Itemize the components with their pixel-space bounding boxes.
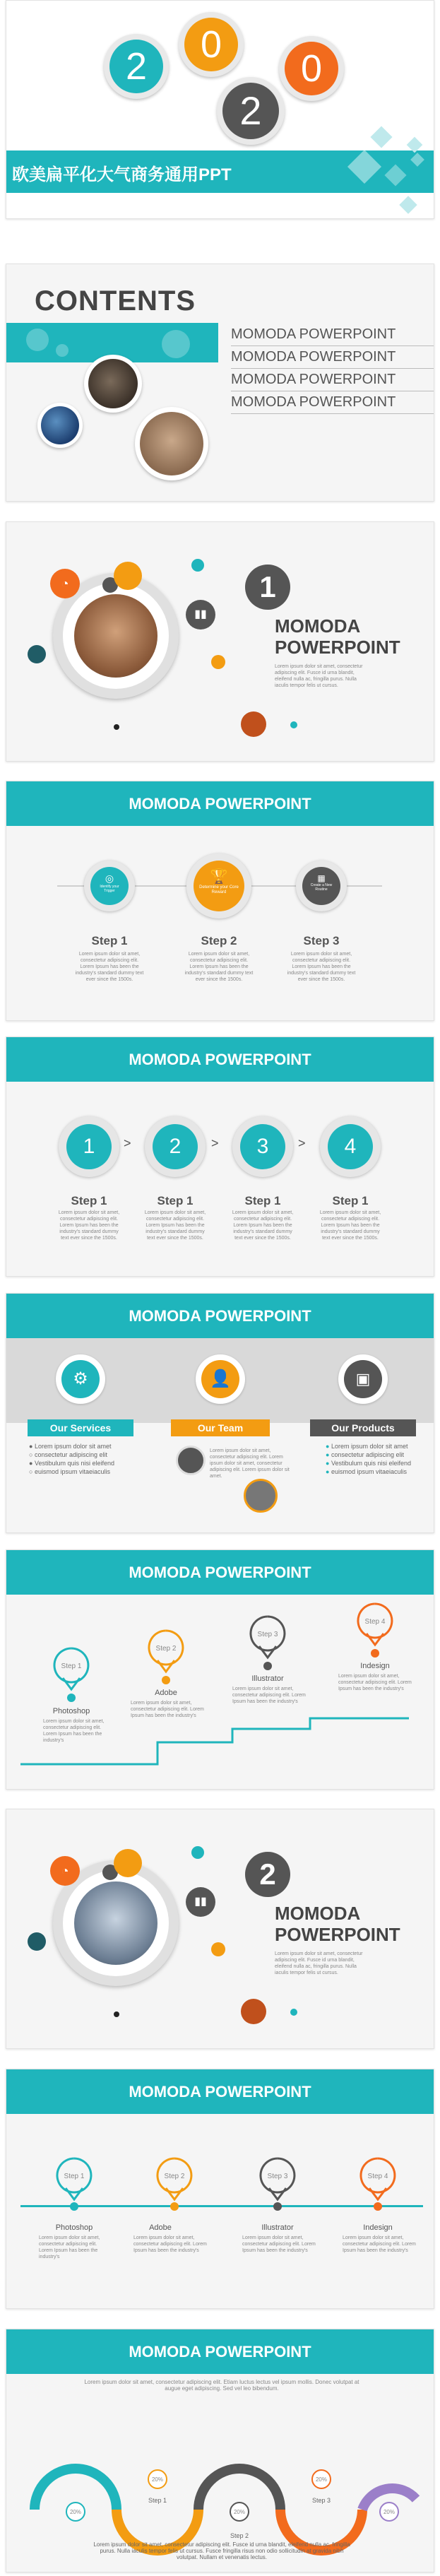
pct-label: 20% <box>151 2476 164 2483</box>
tool-label: Photoshop <box>55 2223 93 2232</box>
tool-body: Lorem ipsum dolor sit amet, consectetur adipiscing elit. Lorem Ipsum has been the industry's <box>242 2235 316 2253</box>
tool-body: Lorem ipsum dolor sit amet, consectetur adipiscing elit. Lorem Ipsum has been the industry's <box>43 1719 105 1743</box>
bullet-item: ● Lorem ipsum dolor sit amet <box>326 1443 408 1450</box>
slide-header-bar: MOMODA POWERPOINT <box>6 781 434 826</box>
arrow-icon: > <box>298 1136 306 1150</box>
arrow-icon: > <box>211 1136 219 1150</box>
section-number-circle: 2 <box>245 1852 290 1897</box>
slide-header-bar: MOMODA POWERPOINT <box>6 1550 434 1595</box>
step-body: Lorem ipsum dolor sit amet, consectetur adipiscing elit. Lorem Ipsum has been the industry's standard dummy text ever since the 1500s. <box>319 1210 381 1241</box>
box-icon: ▣ <box>355 1370 371 1388</box>
teal-dot-small <box>290 721 297 728</box>
contents-item[interactable]: MOMODA POWERPOINT <box>231 346 434 369</box>
slide-header-bar: MOMODA POWERPOINT <box>6 2329 434 2374</box>
cover-title-bar <box>6 150 434 193</box>
pin-step-4 <box>354 1601 396 1658</box>
products-label[interactable]: Our Products <box>310 1419 416 1436</box>
tool-body: Lorem ipsum dolor sit amet, consectetur adipiscing elit. Lorem Ipsum has been the industry's <box>133 2235 207 2253</box>
pin-label: Step 2 <box>164 2173 185 2180</box>
chart-icon-circle <box>186 600 215 630</box>
photo-image <box>41 406 79 444</box>
orange-dot <box>114 1849 142 1877</box>
photo-circle-people <box>84 355 142 413</box>
bubble <box>162 330 190 358</box>
rust-dot <box>241 1999 266 2024</box>
step-inner-label: Identify your Trigger <box>100 885 119 893</box>
teal-dot-small <box>290 2009 297 2016</box>
section-title-1: MOMODA <box>275 1903 361 1924</box>
step-title: Step 3 <box>303 934 340 947</box>
pct-label: 20% <box>383 2509 396 2515</box>
step-body: Lorem ipsum dolor sit amet, consectetur adipiscing elit. Lorem Ipsum has been the industry's standard dummy text ever since the 1500s. <box>144 1210 206 1241</box>
step-body: Lorem ipsum dolor sit amet, consectetur adipiscing elit. Lorem Ipsum has been the industry's standard dummy text ever since the 1500s. <box>287 952 356 982</box>
slide-cover <box>6 0 434 219</box>
tool-label: Illustrator <box>251 1674 284 1683</box>
wave-step-label: Step 3 <box>311 2497 331 2504</box>
black-dot <box>114 724 119 730</box>
pin-label: Step 3 <box>257 1631 278 1638</box>
bullet-item: ○ euismod ipsum vitaeiaculis <box>29 1468 110 1475</box>
calendar-icon: ▦ <box>317 873 326 883</box>
step-title: Step 1 <box>71 1194 107 1207</box>
team-photo-1 <box>176 1446 206 1475</box>
team-body: Lorem ipsum dolor sit amet, consectetur adipiscing elit. Lorem ipsum dolor sit amet, consectetur adipiscing elit. Lorem ipsum dolor sit amet. <box>210 1448 290 1479</box>
pin-step-2 <box>145 1628 187 1684</box>
step-number-ring <box>59 1116 119 1177</box>
slide-flat-timeline <box>6 2069 434 2309</box>
section-title-2: POWERPOINT <box>275 637 400 658</box>
tool-label: Illustrator <box>261 2223 294 2232</box>
pin-step-2 <box>153 2156 196 2212</box>
step-number-ring <box>320 1116 381 1177</box>
step-number: 2 <box>153 1124 198 1169</box>
tool-body: Lorem ipsum dolor sit amet, consectetur adipiscing elit. Lorem Ipsum has been the industry's <box>39 2235 100 2259</box>
digit-badge-1 <box>104 34 169 99</box>
pin-label: Step 1 <box>61 1662 82 1670</box>
digit-1: 2 <box>109 40 163 93</box>
contents-item[interactable]: MOMODA POWERPOINT <box>231 324 434 346</box>
bullet-item: ● Lorem ipsum dolor sit amet <box>29 1443 112 1450</box>
rust-dot <box>241 711 266 737</box>
step-title: Step 2 <box>201 934 237 947</box>
digit-2: 0 <box>184 18 238 71</box>
services-label[interactable]: Our Services <box>28 1419 133 1436</box>
step-number-ring <box>145 1116 206 1177</box>
decor-diamond <box>410 153 424 167</box>
step-number: 4 <box>328 1124 373 1169</box>
pin-label: Step 4 <box>367 2173 388 2180</box>
step-body: Lorem ipsum dolor sit amet, consectetur adipiscing elit. Lorem Ipsum has been the industry's standard dummy text ever since the 1500s. <box>58 1210 120 1241</box>
tool-label: Adobe <box>149 2223 172 2232</box>
digit-badge-3 <box>217 77 285 145</box>
step-number: 1 <box>66 1124 112 1169</box>
section-title-2: POWERPOINT <box>275 1924 400 1945</box>
orange-icon-circle <box>50 569 80 598</box>
wave-footer: Lorem ipsum dolor sit amet, consectetur adipiscing elit. Fusce id urna blandit, eleifend nulla ac, fringilla purus. Nulla iaculis tempor felis ut cursus. Fusce fringilla risus non odio sollicitudin at gravida nibh volutpat. Nullam et venenatis lectus. <box>93 2541 350 2560</box>
photo-image <box>140 412 203 475</box>
arrow-icon: > <box>124 1136 131 1150</box>
slide-header-bar: MOMODA POWERPOINT <box>6 2069 434 2114</box>
pct-label: 20% <box>315 2476 328 2483</box>
slide-section-2 <box>6 1809 434 2049</box>
section-body: Lorem ipsum dolor sit amet, consectetur adipiscing elit. Fusce id urna blandit, eleifend nulla ac, fringilla purus. Nulla iaculis tempor felis ut cursus. <box>275 1951 363 1975</box>
step-title: Step 1 <box>244 1194 281 1207</box>
photo-circle-globe <box>37 403 83 448</box>
pin-label: Step 4 <box>364 1618 386 1626</box>
bubble <box>26 329 49 351</box>
slide-contents <box>6 264 434 502</box>
wave-intro: Lorem ipsum dolor sit amet, consectetur adipiscing elit. Etiam luctus lectus vel ipsum mollis. Donec volutpat at augue eget adipiscing. Sed vel leo bibendum. <box>84 2379 359 2392</box>
step-inner-label: Determine your Core Reward <box>199 885 239 894</box>
orange-icon-circle <box>50 1856 80 1886</box>
bullet-item: ● euismod ipsum vitaeiaculis <box>326 1468 407 1475</box>
tool-label: Photoshop <box>52 1707 90 1715</box>
step-body: Lorem ipsum dolor sit amet, consectetur adipiscing elit. Lorem Ipsum has been the industry's standard dummy text ever since the 1500s. <box>75 952 144 982</box>
step-ring-3 <box>296 861 347 911</box>
step-ring-2 <box>186 853 251 918</box>
contents-item[interactable]: MOMODA POWERPOINT <box>231 391 434 414</box>
product-icon-ring <box>338 1354 388 1404</box>
tool-body: Lorem ipsum dolor sit amet, consectetur adipiscing elit. Lorem Ipsum has been the industry's <box>131 1701 204 1718</box>
orange-dot-small <box>211 1942 225 1956</box>
gauge-icon: ◔ <box>61 577 69 591</box>
person-icon: 👤 <box>210 1369 231 1388</box>
cover-title: 欧美扁平化大气商务通用PPT <box>12 165 232 184</box>
chart-icon-circle <box>186 1887 215 1917</box>
pin-step-3 <box>246 1614 289 1670</box>
digit-badge-2 <box>179 12 244 77</box>
decor-diamond <box>384 164 406 186</box>
pin-step-1 <box>50 1646 93 1702</box>
step-title: Step 1 <box>91 934 128 947</box>
bullet-item: ● Vestibulum quis nisi eleifend <box>326 1460 412 1467</box>
service-icon-ring <box>56 1354 105 1404</box>
meeting-photo <box>74 1881 157 1965</box>
slide-header-bar: MOMODA POWERPOINT <box>6 1037 434 1082</box>
wave-arcs <box>6 2329 434 2572</box>
step-title: Step 1 <box>157 1194 194 1207</box>
tool-body: Lorem ipsum dolor sit amet, consectetur adipiscing elit. Lorem Ipsum has been the industry's <box>343 2235 416 2253</box>
step-number-ring <box>232 1116 293 1177</box>
pct-label: 20% <box>233 2509 246 2515</box>
photo-image <box>88 359 138 408</box>
pin-step-1 <box>53 2156 95 2212</box>
pin-step-3 <box>256 2156 299 2212</box>
bullet-item: ● consectetur adipiscing elit <box>326 1451 405 1458</box>
contents-heading: CONTENTS <box>35 285 196 317</box>
contents-list <box>231 324 434 414</box>
team-label[interactable]: Our Team <box>171 1419 270 1436</box>
decor-diamond <box>370 126 392 148</box>
black-dot <box>114 2011 119 2017</box>
slide-header-bar: MOMODA POWERPOINT <box>6 1294 434 1338</box>
section-title-1: MOMODA <box>275 615 361 637</box>
orange-dot-small <box>211 655 225 669</box>
section-body: Lorem ipsum dolor sit amet, consectetur adipiscing elit. Fusce id urna blandit, eleifend nulla ac, fringilla purus. Nulla iaculis tempor felis ut cursus. <box>275 664 363 688</box>
step-body: Lorem ipsum dolor sit amet, consectetur adipiscing elit. Lorem Ipsum has been the industry's standard dummy text ever since the 1500s. <box>232 1210 294 1241</box>
pct-label: 20% <box>69 2509 82 2515</box>
slide-stair-timeline <box>6 1549 434 1790</box>
gauge-icon: ◔ <box>61 1864 69 1878</box>
gear-icon: ⚙ <box>73 1369 88 1388</box>
step-inner-label: Create a New Routine <box>310 883 333 892</box>
digit-3: 2 <box>222 83 279 139</box>
bullet-item: ● Vestibulum quis nisi eleifend <box>29 1460 115 1467</box>
wave-step-label: Step 1 <box>148 2497 167 2504</box>
decor-diamond <box>399 196 417 213</box>
section-number-circle: 1 <box>245 565 290 610</box>
teal-dot <box>191 1846 204 1859</box>
tool-body: Lorem ipsum dolor sit amet, consectetur adipiscing elit. Lorem Ipsum has been the industry's <box>232 1686 306 1704</box>
tool-label: Indesign <box>363 2223 393 2232</box>
step-title: Step 1 <box>332 1194 369 1207</box>
trophy-icon: 🏆 <box>210 869 228 885</box>
pin-label: Step 1 <box>64 2173 85 2180</box>
pin-label: Step 2 <box>155 1645 177 1653</box>
services-bullets <box>29 1442 114 1476</box>
target-icon: ◎ <box>105 873 114 884</box>
dark-teal-dot <box>28 645 46 663</box>
photo-circle-hands <box>135 407 208 480</box>
hands-photo <box>74 594 157 678</box>
pin-label: Step 3 <box>267 2173 288 2180</box>
tool-label: Adobe <box>155 1689 177 1697</box>
slide-wave <box>6 2329 434 2572</box>
tool-body: Lorem ipsum dolor sit amet, consectetur adipiscing elit. Lorem Ipsum has been the industry's <box>338 1674 412 1691</box>
step-ring-1 <box>84 861 135 911</box>
bar-chart-icon: ▮▮ <box>194 608 207 620</box>
tool-label: Indesign <box>360 1662 390 1670</box>
bubble <box>56 344 69 357</box>
digit-4: 0 <box>285 42 338 95</box>
step-number: 3 <box>240 1124 285 1169</box>
bullet-item: ○ consectetur adipiscing elit <box>29 1451 107 1458</box>
contents-item[interactable]: MOMODA POWERPOINT <box>231 369 434 391</box>
slide-three-steps <box>6 781 434 1021</box>
products-bullets <box>326 1442 411 1476</box>
team-icon-ring <box>196 1354 245 1404</box>
orange-dot <box>114 562 142 590</box>
decor-diamond <box>347 150 381 184</box>
teal-dot <box>191 559 204 572</box>
team-photo-2 <box>244 1479 278 1513</box>
step-body: Lorem ipsum dolor sit amet, consectetur adipiscing elit. Lorem Ipsum has been the industry's standard dummy text ever since the 1500s. <box>184 952 254 982</box>
slide-four-steps <box>6 1036 434 1277</box>
wave-step-label: Step 2 <box>230 2532 249 2539</box>
digit-badge-4 <box>279 36 344 101</box>
bar-chart-icon: ▮▮ <box>194 1896 207 1908</box>
pin-step-4 <box>357 2156 399 2212</box>
dark-teal-dot <box>28 1932 46 1951</box>
slide-services <box>6 1293 434 1533</box>
slide-section-1 <box>6 521 434 762</box>
